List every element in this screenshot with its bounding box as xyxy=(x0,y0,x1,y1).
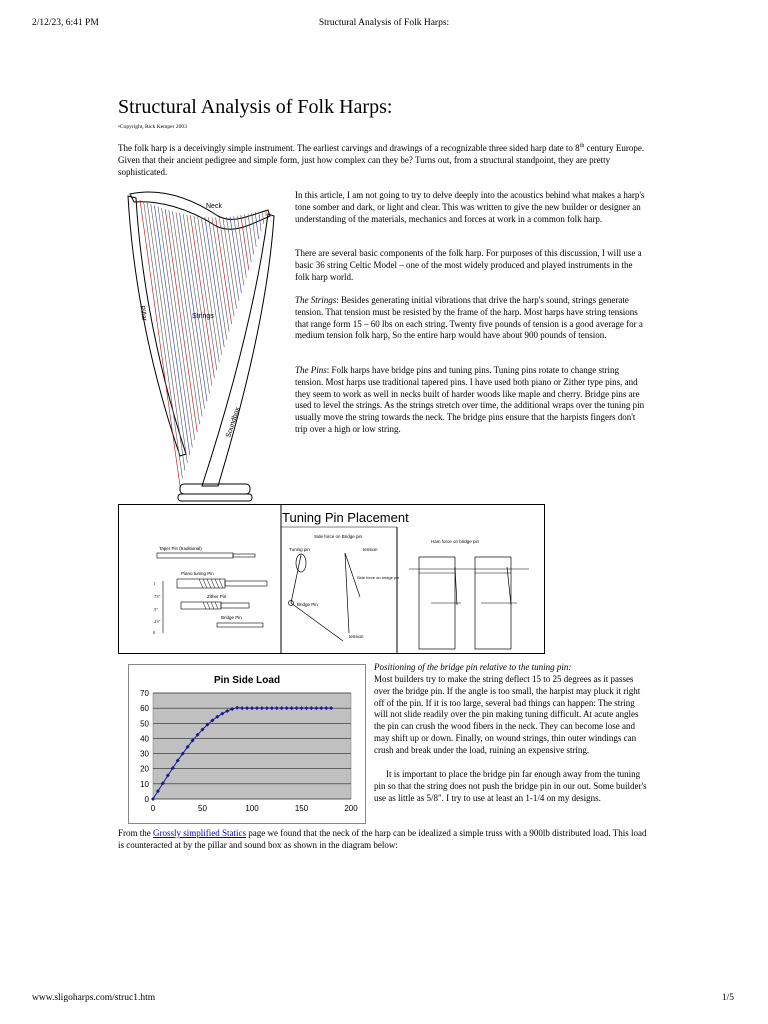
y-tick-label: 60 xyxy=(140,704,149,714)
tuning-pin-drawing xyxy=(119,505,544,653)
bridge-pin-label: Bridge Pin xyxy=(297,602,318,607)
tension-top-label: tension xyxy=(363,547,378,552)
x-tick-label: 200 xyxy=(344,804,358,813)
harp-string xyxy=(194,216,217,370)
side-force-small-label: Side force on bridge pin xyxy=(357,575,400,580)
positioning-paragraph-2: It is important to place the bridge pin far enough away from the tuning pin so that the string does not push the bridge pin in our out. Some builder's use as little as 5/8". I try to use at least an 1-1/4 on my designs. xyxy=(374,769,647,803)
x-tick-label: 150 xyxy=(294,804,309,813)
scale-0: 0 xyxy=(153,630,156,635)
harp-strings xyxy=(140,200,266,486)
statics-link[interactable]: Grossly simplified Statics xyxy=(153,828,246,838)
harp-string xyxy=(190,215,214,378)
tuning-pin-label: Tuning pin xyxy=(289,547,310,552)
bridge-pin-left-label: Bridge Pin xyxy=(221,615,242,620)
pin-side-load-chart xyxy=(128,664,366,824)
scale-1: 1 xyxy=(153,581,156,586)
pin-figure-title: Tuning Pin Placement xyxy=(282,510,409,525)
taper-pin-label: Taper Pin (traditional) xyxy=(159,546,202,551)
scale-75: .75" xyxy=(153,594,161,599)
harp-string xyxy=(147,203,185,471)
scale-25: .25" xyxy=(153,619,161,624)
harp-string xyxy=(180,213,207,401)
print-datetime: 2/12/23, 6:41 PM xyxy=(32,18,99,28)
harp-string xyxy=(216,217,232,324)
intro-paragraph: The folk harp is a deceivingly simple instrument. The earliest carvings and drawings of a recognizable three sided harp date to 8th century Europe. Given that their ancient pedigree and simple form, just how complex can they be? Turns out, from a structural standpoint, they are pretty sophisticated. xyxy=(118,143,645,177)
pillar-label: Pillar xyxy=(138,305,148,322)
soundbox-label: Soundbox xyxy=(225,406,242,439)
x-tick-label: 0 xyxy=(150,804,156,813)
y-tick-label: 50 xyxy=(140,719,149,729)
harp-string xyxy=(205,217,224,347)
harp-string xyxy=(237,216,246,278)
strings-label: Strings xyxy=(192,313,214,320)
statics-paragraph: From the Grossly simplified Statics page we found that the neck of the harp can be idealized a simple truss with a 900lb distributed load. This load is counteracted at by the pillar and sound box as shown in the diagram below: xyxy=(118,828,647,850)
harp-string xyxy=(162,208,195,440)
pins-paragraph: The Pins: Folk harps have bridge pins and tuning pins. Tuning pins rotate to change string tension. Most harps use traditional tapered pins. I have used both piano or Zither type pins, and they seem to work as well in necks built of harder woods like maple and cherry. Bridge pins are used to level the strings. As the strings stretch over time, the additional wraps over the tuning pin usually move the string towards the neck. The bridge pins ensure that the harpists fingers don't trip over a high or low string. xyxy=(295,365,645,434)
footer-page-number: 1/5 xyxy=(721,993,734,1003)
piano-pin-label: Piano tuning Pin xyxy=(181,571,214,576)
harp-string xyxy=(219,217,234,316)
harp-string xyxy=(223,217,237,308)
scale-5: .5" xyxy=(153,607,159,612)
article-paragraph-intro: In this article, I am not going to try to delve deeply into the acoustics behind what makes a harp's tone somber and dark, or light and clear. This was written to give the new builder or designer an understanding of the materials, mechanics and forces at work in a common folk harp. xyxy=(295,190,645,224)
harp-string xyxy=(248,214,254,255)
harp-string xyxy=(262,211,263,224)
harp-string xyxy=(198,216,220,362)
harp-string xyxy=(183,214,209,393)
harp-string xyxy=(154,205,189,455)
harp-string xyxy=(252,213,257,247)
harp-string xyxy=(259,212,261,232)
ham-force-label: Ham force on bridge pin xyxy=(431,539,480,544)
harp-string xyxy=(176,212,205,409)
strings-paragraph: The Strings: Besides generating initial vibrations that drive the harp's sound, strings generate tension. That tension must be resisted by the frame of the harp. Most harps have string tensions that range form 15 – 60 lbs on each string. Twenty five pounds of tension is a good average for a medium tension folk harp, So the entire harp would have about 900 pounds of tension. xyxy=(295,295,643,341)
harp-string xyxy=(255,212,258,239)
side-force-label: Side force on Bridge pin xyxy=(314,534,363,539)
y-tick-label: 10 xyxy=(140,779,149,789)
neck-label: Neck xyxy=(206,203,222,210)
y-tick-label: 30 xyxy=(140,749,149,759)
harp-string xyxy=(212,217,229,331)
footer-url: www.sligoharps.com/struc1.htm xyxy=(32,993,156,1003)
y-tick-label: 0 xyxy=(144,795,149,804)
harp-diagram xyxy=(118,186,288,508)
chart-title: Pin Side Load xyxy=(213,675,281,686)
x-tick-label: 100 xyxy=(245,804,259,813)
harp-string xyxy=(165,209,197,432)
chart-svg xyxy=(129,665,365,823)
harp-string xyxy=(208,217,226,339)
x-tick-label: 50 xyxy=(198,804,207,813)
tuning-pin-figure xyxy=(118,504,545,654)
harp-string xyxy=(241,215,249,270)
article-paragraph-components: There are several basic components of the folk harp. For purposes of this discussion, I will use a basic 36 string Celtic Model – one of the most widely produced and played instruments in the folk harp world. xyxy=(295,248,642,282)
harp-string xyxy=(244,214,251,262)
copyright-note: •Copyright, Rick Kemper 2003 xyxy=(118,124,187,130)
tension-bottom-label: tension xyxy=(349,634,364,639)
print-page-title: Structural Analysis of Folk Harps: xyxy=(318,18,450,28)
y-tick-label: 40 xyxy=(140,734,149,744)
y-tick-label: 70 xyxy=(140,689,149,698)
zither-pin-label: Zither Pin xyxy=(207,594,227,599)
positioning-heading: Positioning of the bridge pin relative to the tuning pin: xyxy=(374,662,572,672)
y-tick-label: 20 xyxy=(140,764,149,774)
positioning-paragraph: Most builders try to make the string deflect 15 to 25 degrees as it passes over the bridge pin. If the angle is too small, the harpist may pluck it right off of the pin. If it is too large, several bad things can happen: The string will not slide readily over the pin making tuning difficult. At acute angles the pin can crush the wood fibers in the neck. They can become lose and may shift up or down. Finally, on wound strings, thin outer windings can crush and break under the load, ruining an expensive string. xyxy=(374,674,641,755)
harp-string xyxy=(151,204,188,463)
article-title: Structural Analysis of Folk Harps: xyxy=(118,96,393,118)
